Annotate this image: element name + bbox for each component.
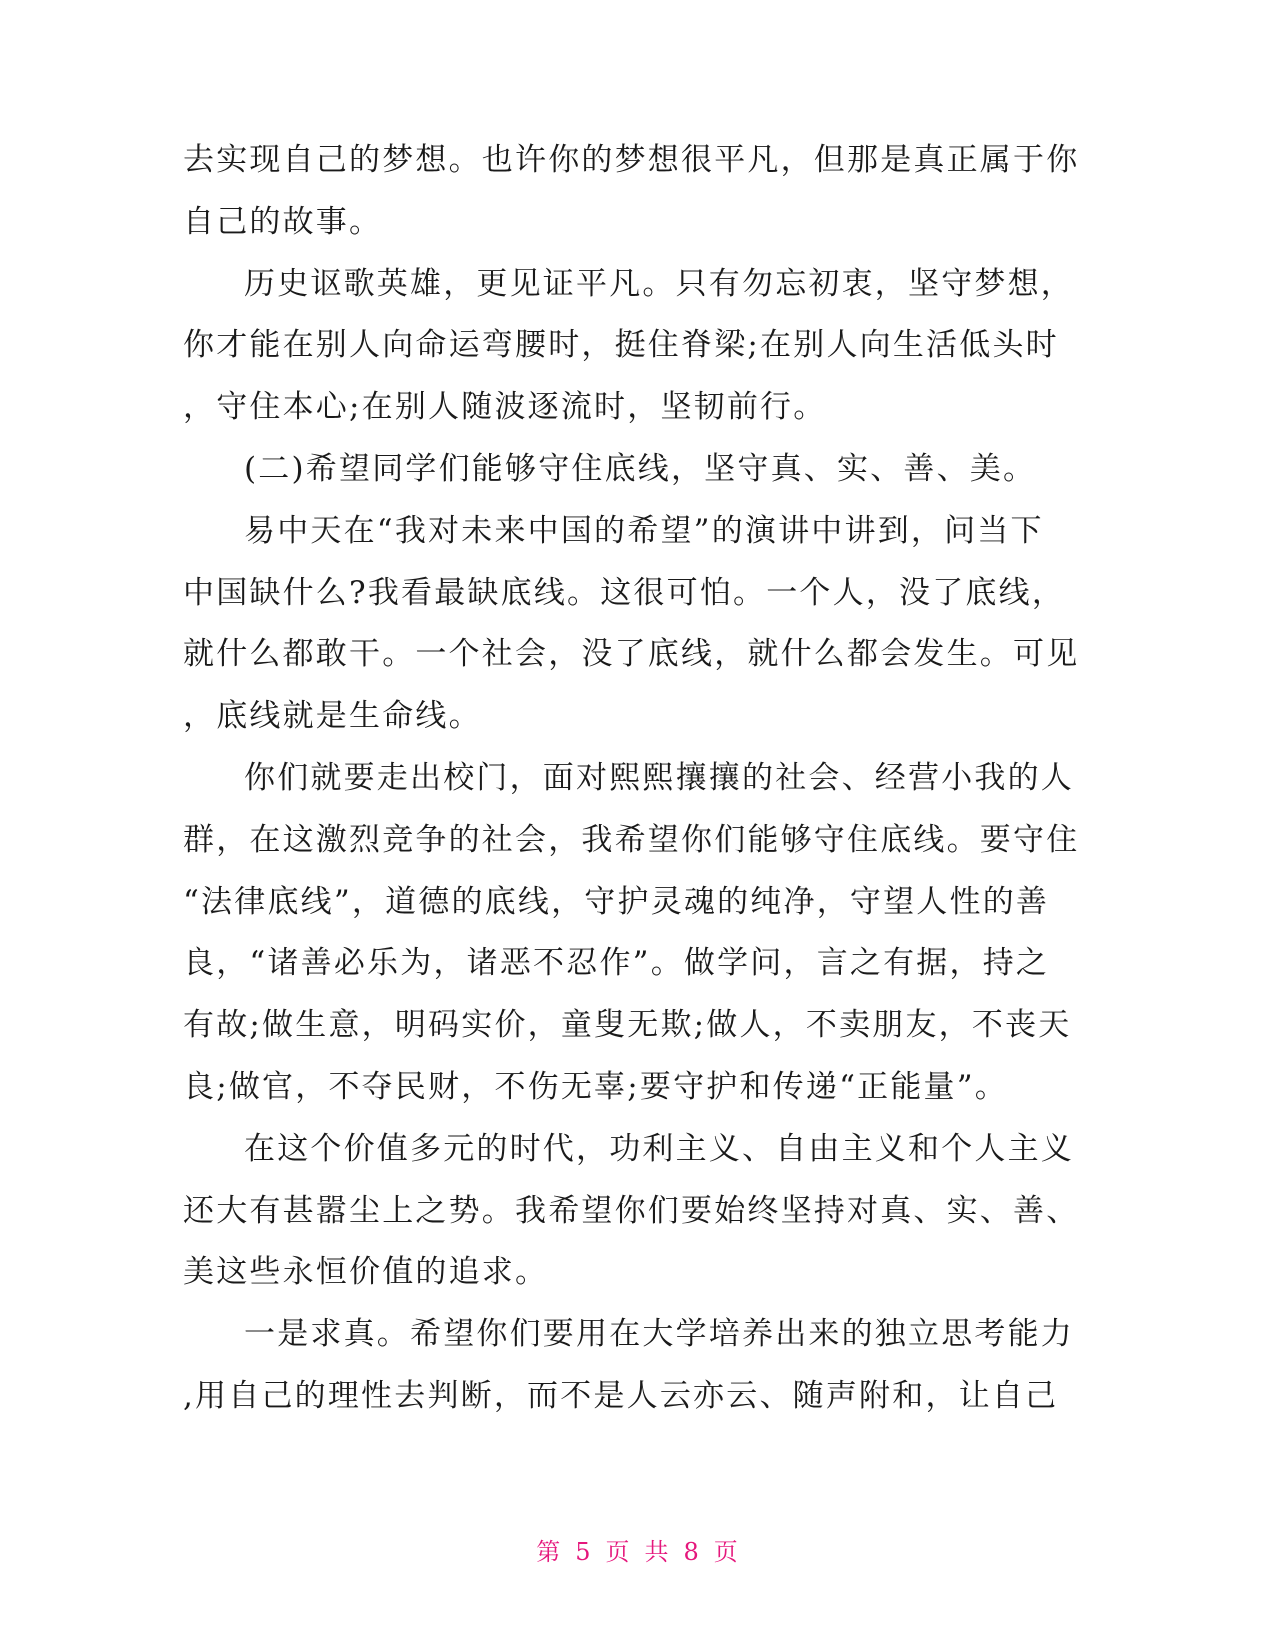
text-line-20: 一是求真。希望你们要用在大学培养出来的独立思考能力 [244,1316,1074,1353]
text-line-15: 有故;做生意，明码实价，童叟无欺;做人，不卖朋友，不丧天 [183,1007,1072,1044]
text-line-8: 中国缺什么?我看最缺底线。这很可怕。一个人，没了底线， [183,574,1066,611]
text-line-1: 去实现自己的梦想。也许你的梦想很平凡，但那是真正属于你 [183,142,1080,178]
text-line-7: 易中天在“我对未来中国的希望”的演讲中讲到，问当下 [244,512,1044,549]
current-page-number: 5 [575,1538,592,1566]
text-line-2: 自己的故事。 [183,203,383,240]
page-number-footer [0,1532,1275,1567]
text-line-14: 良，“诸善必乐为，诸恶不忍作”。做学问，言之有据，持之 [183,945,1050,982]
text-line-13: “法律底线”，道德的底线，守护灵魂的纯净，守望人性的善 [183,883,1050,920]
text-line-19: 美这些永恒价值的追求。 [183,1254,549,1291]
footer-label-ye: 页 [605,1538,631,1566]
footer-label-gong: 共 [644,1538,670,1566]
text-line-16: 良;做官，不夺民财，不伤无辜;要守护和传递“正能量”。 [183,1068,1008,1105]
text-line-17: 在这个价值多元的时代，功利主义、自由主义和个人主义 [244,1130,1074,1167]
text-line-9: 就什么都敢干。一个社会，没了底线，就什么都会发生。可见 [183,636,1080,673]
footer-label-di: 第 [536,1538,562,1566]
text-line-21: ,用自己的理性去判断，而不是人云亦云、随声附和，让自己 [183,1377,1059,1414]
text-line-6: (二)希望同学们能够守住底线，坚守真、实、善、美。 [244,450,1037,487]
text-line-3: 历史讴歌英雄，更见证平凡。只有勿忘初衷，坚守梦想， [244,265,1074,302]
text-line-10: ，底线就是生命线。 [183,698,482,735]
text-line-18: 还大有甚嚣尘上之势。我希望你们要始终坚持对真、实、善、 [183,1192,1080,1229]
text-line-5: ，守住本心;在别人随波逐流时，坚韧前行。 [183,389,827,426]
text-line-4: 你才能在别人向命运弯腰时，挺住脊梁;在别人向生活低头时 [183,327,1059,364]
text-line-11: 你们就要走出校门，面对熙熙攘攘的社会、经营小我的人 [244,759,1074,796]
text-line-12: 群，在这激烈竞争的社会，我希望你们能够守住底线。要守住 [183,821,1080,858]
document-body [183,130,1080,1428]
total-pages-number: 8 [683,1538,700,1566]
footer-label-ye-2: 页 [713,1538,739,1566]
